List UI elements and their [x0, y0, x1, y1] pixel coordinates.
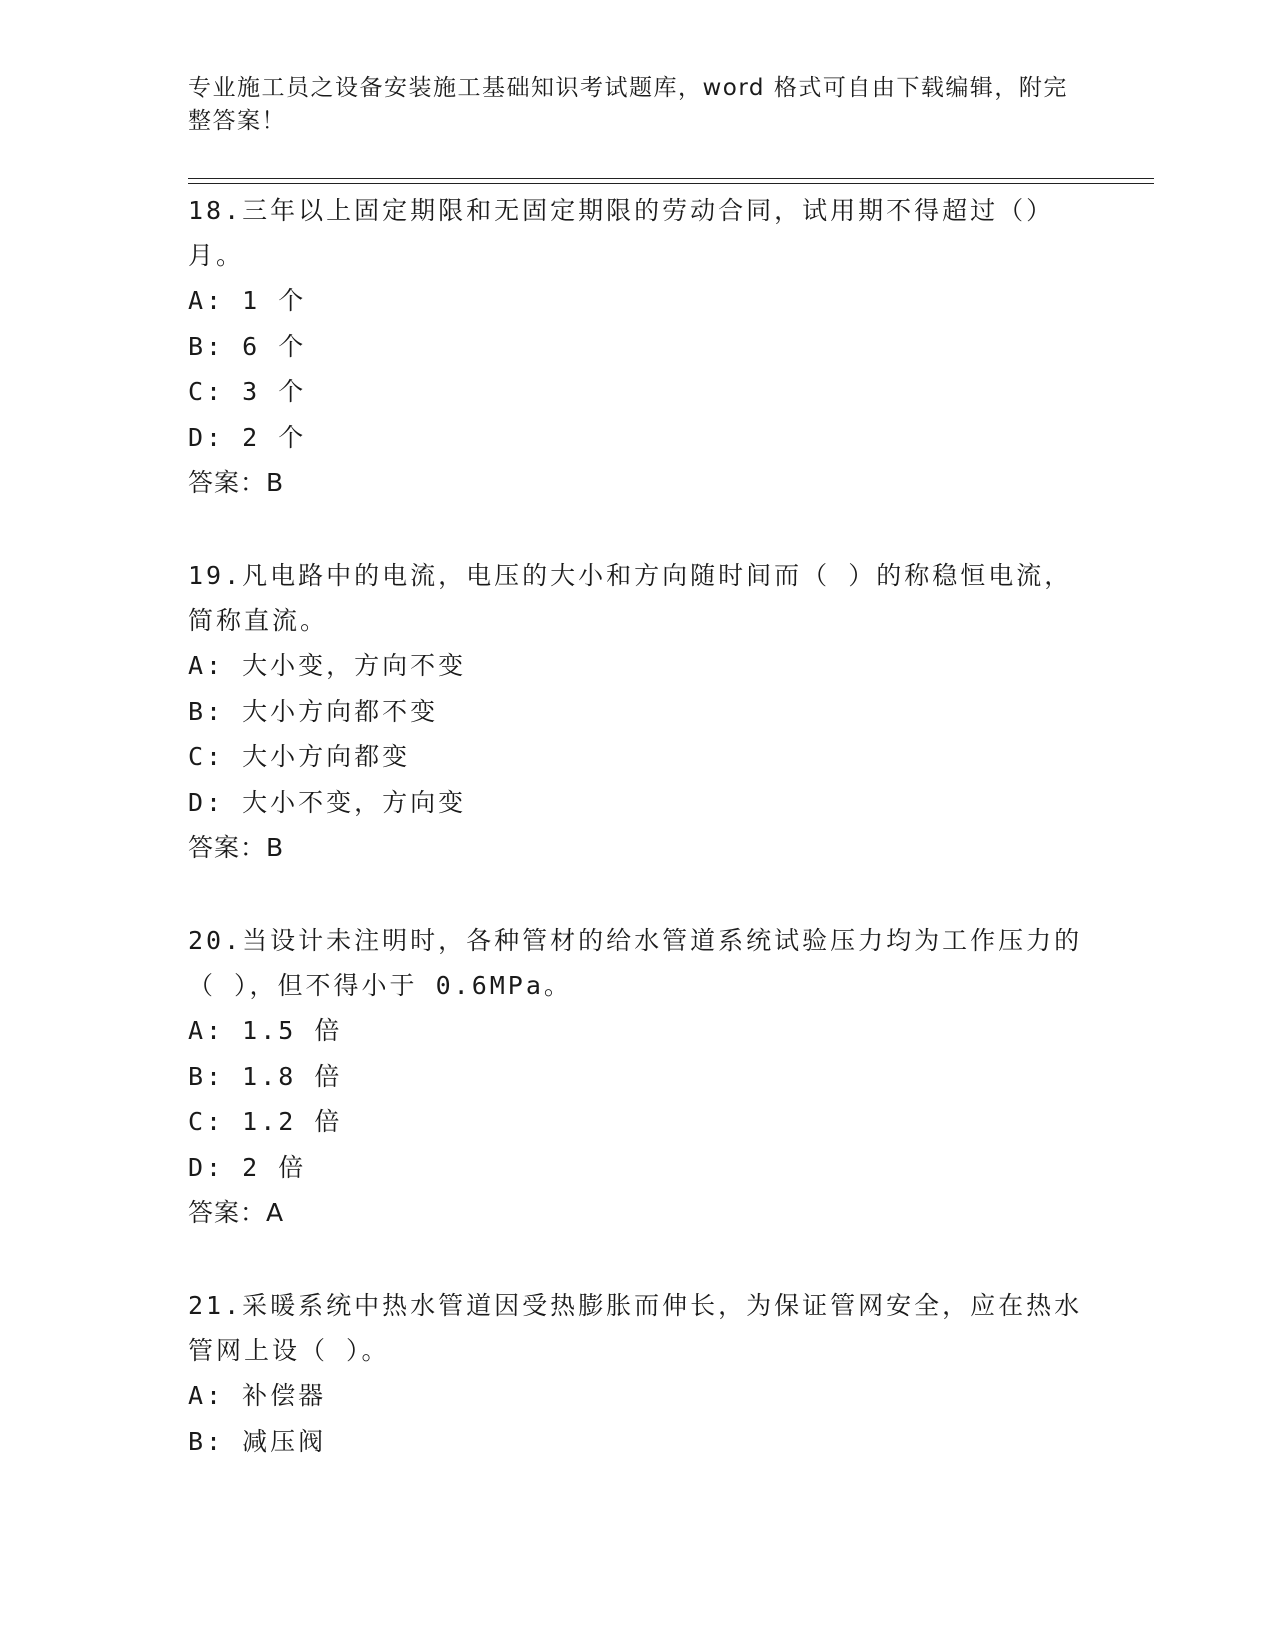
option-a: A: 大小变，方向不变 [188, 651, 467, 680]
question-21 [188, 1283, 1088, 1464]
option-b: B: 1.8 倍 [188, 1061, 343, 1091]
question-stem: 18.三年以上固定期限和无固定期限的劳动合同，试用期不得超过（）月。 [188, 196, 1055, 270]
option-b: B: 大小方向都不变 [188, 696, 439, 726]
option-b: B: 减压阀 [188, 1426, 327, 1456]
answer-line: 答案：A [188, 1198, 285, 1227]
answer-line: 答案：B [188, 833, 285, 862]
option-d: D: 2 倍 [188, 1152, 307, 1182]
option-d: D: 大小不变，方向变 [188, 787, 467, 817]
question-20 [188, 918, 1088, 1235]
option-b: B: 6 个 [188, 331, 307, 361]
header-divider-top [188, 178, 1154, 179]
question-19 [188, 553, 1088, 870]
option-a: A: 1 个 [188, 286, 307, 315]
option-a: A: 1.5 倍 [188, 1016, 343, 1045]
option-d: D: 2 个 [188, 422, 307, 452]
option-c: C: 大小方向都变 [188, 742, 411, 771]
option-c: C: 1.2 倍 [188, 1107, 343, 1136]
question-18 [188, 188, 1088, 505]
question-stem: 20.当设计未注明时，各种管材的给水管道系统试验压力均为工作压力的（ ），但不得小于 0.6MPa。 [188, 926, 1083, 1000]
header-divider-bottom [188, 183, 1154, 184]
document-header: 专业施工员之设备安装施工基础知识考试题库，word 格式可自由下载编辑，附完整答案！ [188, 75, 1068, 134]
question-stem: 21.采暖系统中热水管道因受热膨胀而伸长，为保证管网安全，应在热水管网上设（ ）。 [188, 1291, 1083, 1365]
option-a: A: 补偿器 [188, 1381, 327, 1410]
option-c: C: 3 个 [188, 377, 307, 406]
question-stem: 19.凡电路中的电流，电压的大小和方向随时间而（ ）的称稳恒电流，简称直流。 [188, 561, 1073, 635]
answer-line: 答案：B [188, 468, 285, 497]
